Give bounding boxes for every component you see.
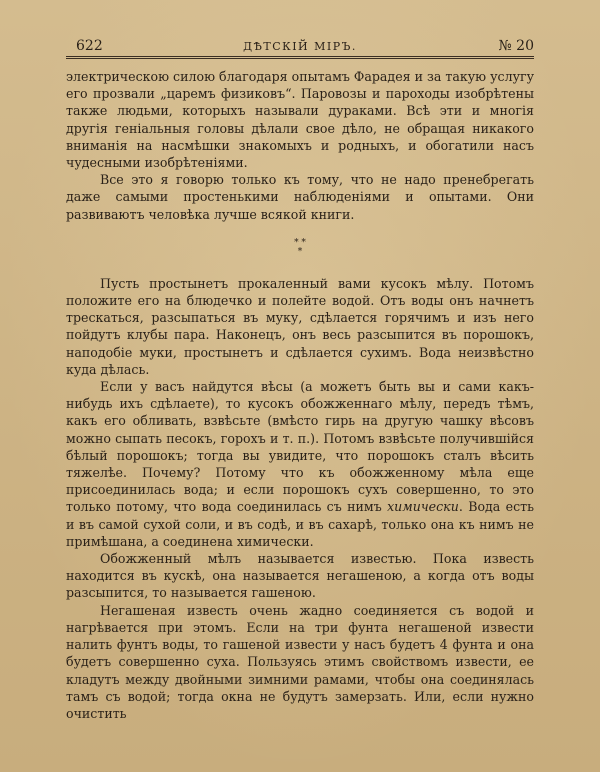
paragraph-quicklime: Негашеная известь очень жадно соединяется съ водой и нагрѣвается при этомъ. Если на три фунта негашеной извести налить фунтъ воды, то гашеной извести у насъ будетъ 4 фунта и она будетъ совершенно суха. Пользуясь этимъ свойствомъ извести, ее кладутъ между двойными зимними рамами, чтобы она соединялась тамъ съ водой; тогда окна не будутъ замерзать. Или, если нужно очистить: [66, 602, 534, 721]
page-number: 622: [76, 38, 103, 54]
paragraph-inventors: электрическою силою благодаря опытамъ Фарадея и за такую услугу его прозвали „царемъ физиковъ“. Паровозы и пароходы изобрѣтены также людьми, которыхъ называли дураками. Всѣ эти и многія другія геніальныя головы дѣлали свое дѣло, не обращая никакого вниманія на насмѣшки знакомыхъ и родныхъ, и обогатили насъ чудесными изобрѣтеніями.: [66, 69, 534, 171]
body-text: [66, 68, 534, 722]
journal-title: ДѢТСКІЙ МІРЪ.: [243, 40, 357, 53]
paragraph-chalk-cooling: Пусть простынетъ прокаленный вами кусокъ мѣлу. Потомъ положите его на блюдечко и полейте водой. Отъ воды онъ начнетъ трескаться, разсыпаться въ муку, сдѣлается горячимъ и изъ него пойдутъ клубы пара. Наконецъ, онъ весь разсыпится въ порошокъ, наподобіе муки, простынетъ и сдѣлается сухимъ. Вода неизвѣстно куда дѣлась.: [66, 275, 534, 377]
weighing-text: Если у васъ найдутся вѣсы (а можетъ быть вы и сами какъ-нибудь ихъ сдѣлаете), то кусокъ обожженнаго мѣлу, передъ тѣмъ, какъ его обливать, взвѣсьте (вмѣсто гирь на другую чашку вѣсовъ можно сыпать песокъ, горохъ и т. п.). Потомъ взвѣсьте получившійся бѣлый порошокъ; тогда вы увидите, что порошокъ сталъ вѣсить тяжелѣе. Почему? Потому что къ обожженному мѣла еще присоединилась вода; и если порошокъ сухъ совершенно, то это только потому, что вода соединилась съ нимъ: [66, 379, 534, 515]
paragraph-lime-definition: Обожженный мѣлъ называется известью. Пока известь находится въ кускѣ, она называется негашеною, а когда отъ воды разсыпится, то называется гашеною.: [66, 551, 534, 601]
section-separator: [66, 223, 534, 263]
weighing-text-end: . Вода есть и въ самой сухой соли, и въ содѣ, и въ сахарѣ, только она къ нимъ не примѣшана, а соединена химически.: [66, 499, 534, 549]
section-gap: [66, 263, 534, 275]
paragraph-weighing: [66, 378, 534, 550]
header-rule: [66, 56, 534, 57]
page-header: [66, 38, 534, 56]
header-rule-double: [66, 58, 534, 59]
weighing-italic-word: химически: [387, 499, 459, 515]
separator-stars-bottom: *: [297, 246, 303, 257]
issue-number: № 20: [498, 38, 534, 54]
separator-stars-top: * *: [294, 237, 306, 248]
paragraph-observations: Все это я говорю только къ тому, что не надо пренебрегать даже самыми простенькими наблюденіями и опытами. Они развиваютъ человѣка лучше всякой книги.: [66, 172, 534, 222]
